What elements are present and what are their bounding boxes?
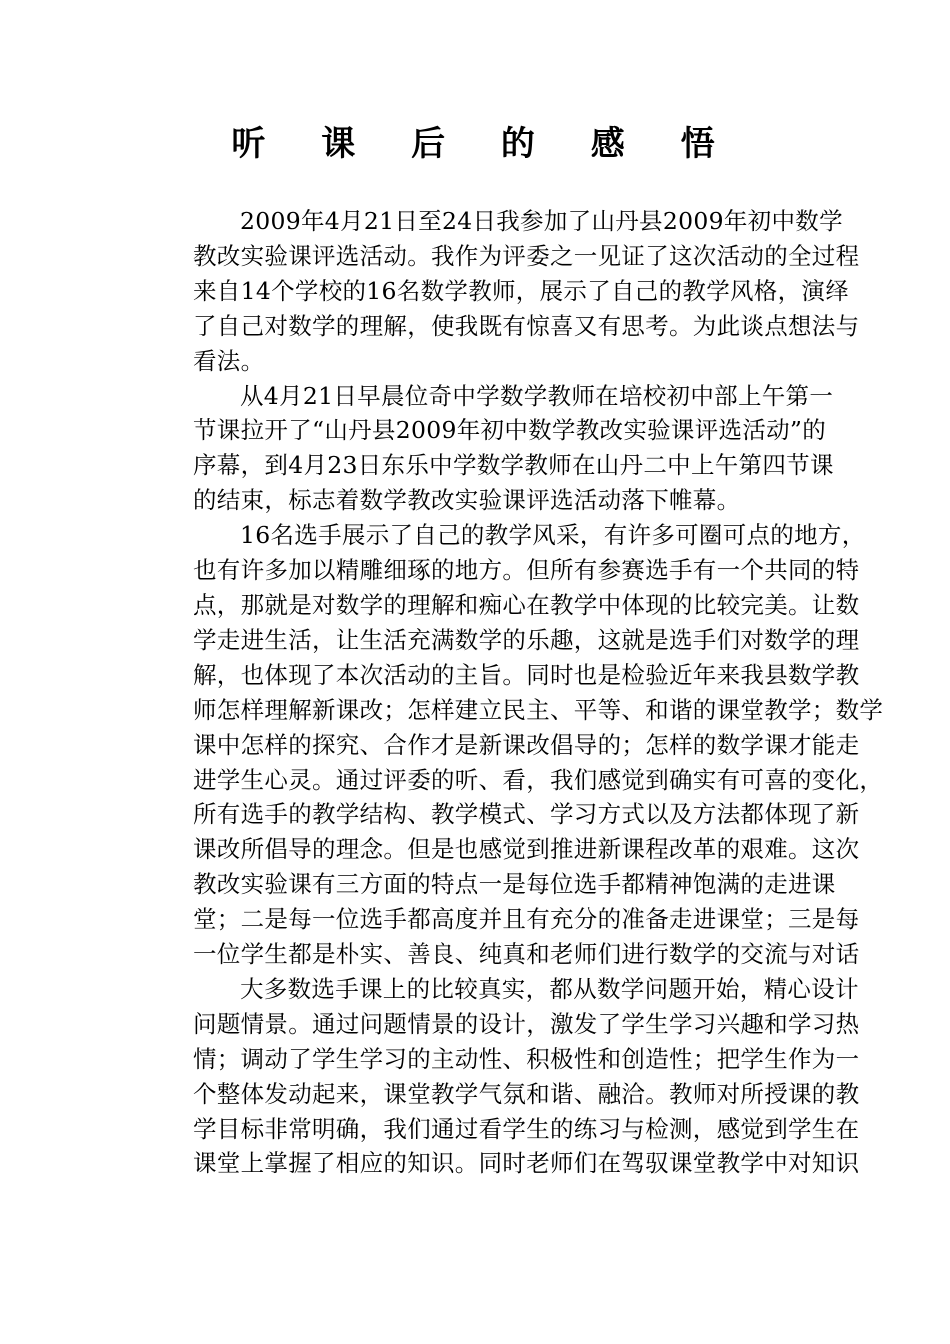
text-line: 师怎样理解新课改；怎样建立民主、平等、和谐的课堂教学；数学 xyxy=(193,695,884,724)
text-line: 教改实验课有三方面的特点一是每位选手都精神饱满的走进课 xyxy=(193,870,836,899)
text-line: 大多数选手课上的比较真实，都从数学问题开始，精心设计 xyxy=(240,974,859,1003)
text-line: 序幕，到4月23日东乐中学数学教师在山丹二中上午第四节课 xyxy=(193,451,834,480)
text-line: 情；调动了学生学习的主动性、积极性和创造性；把学生作为一 xyxy=(193,1044,860,1073)
text-line: 个整体发动起来，课堂教学气氛和谐、融洽。教师对所授课的教 xyxy=(193,1079,860,1108)
text-line: 学走进生活，让生活充满数学的乐趣，这就是选手们对数学的理 xyxy=(193,625,860,654)
text-line: 点，那就是对数学的理解和痴心在教学中体现的比较完美。让数 xyxy=(193,590,860,619)
text-line: 2009年4月21日至24日我参加了山丹县2009年初中数学 xyxy=(240,207,843,235)
text-line: 课堂上掌握了相应的知识。同时老师们在驾驭课堂教学中对知识 xyxy=(193,1149,860,1178)
text-line: 一位学生都是朴实、善良、纯真和老师们进行数学的交流与对话 xyxy=(193,940,860,969)
paragraph-1 xyxy=(146,204,860,379)
paragraph-2 xyxy=(146,379,834,519)
text-line: 也有许多加以精雕细琢的地方。但所有参赛选手有一个共同的特 xyxy=(193,556,860,585)
paragraph-3 xyxy=(146,518,884,972)
text-line: 节课拉开了“山丹县2009年初中数学教改实验课评选活动”的 xyxy=(193,416,827,445)
document-body xyxy=(146,204,884,1181)
text-line: 看法。 xyxy=(193,346,265,375)
document-title: 听 课 后 的 感 悟 xyxy=(231,124,737,164)
text-line: 问题情景。通过问题情景的设计，激发了学生学习兴趣和学习热 xyxy=(193,1009,860,1038)
text-line: 课改所倡导的理念。但是也感觉到推进新课程改革的艰难。这次 xyxy=(193,835,860,864)
text-line: 学目标非常明确，我们通过看学生的练习与检测，感觉到学生在 xyxy=(193,1114,860,1143)
text-line: 课中怎样的探究、合作才是新课改倡导的；怎样的数学课才能走 xyxy=(193,730,860,759)
paragraph-4 xyxy=(146,972,860,1181)
text-line: 堂；二是每一位选手都高度并且有充分的准备走进课堂；三是每 xyxy=(193,905,860,934)
text-line: 教改实验课评选活动。我作为评委之一见证了这次活动的全过程 xyxy=(193,241,860,270)
text-line: 解，也体现了本次活动的主旨。同时也是检验近年来我县数学教 xyxy=(193,660,860,689)
text-line: 从4月21日早晨位奇中学数学教师在培校初中部上午第一 xyxy=(240,381,834,410)
text-line: 来自14个学校的16名数学教师，展示了自己的教学风格，演绎 xyxy=(193,276,850,305)
text-line: 的结束，标志着数学教改实验课评选活动落下帷幕。 xyxy=(193,486,741,515)
text-line: 16名选手展示了自己的教学风采，有许多可圈可点的地方， xyxy=(240,521,866,550)
text-line: 进学生心灵。通过评委的听、看，我们感觉到确实有可喜的变化， xyxy=(193,765,884,794)
text-line: 了自己对数学的理解，使我既有惊喜又有思考。为此谈点想法与 xyxy=(193,311,860,340)
text-line: 所有选手的教学结构、教学模式、学习方式以及方法都体现了新 xyxy=(193,800,860,829)
